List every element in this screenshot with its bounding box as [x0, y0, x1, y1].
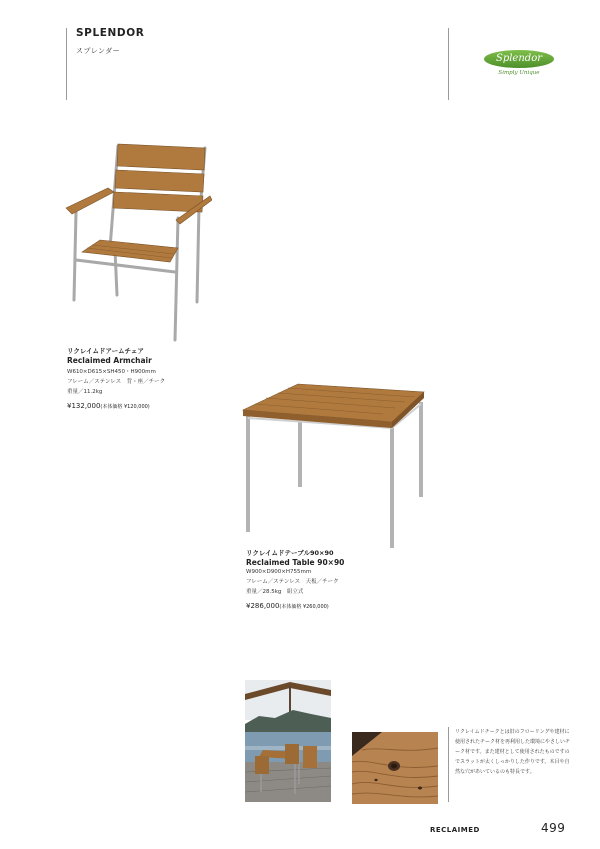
- product-table: [246, 548, 344, 610]
- scene-photo: [245, 680, 331, 802]
- product-name-ja: リクレイムドテーブル90×90: [246, 549, 334, 557]
- price-value: ¥132,000: [67, 402, 101, 410]
- product-weight: 重量／11.2kg: [67, 389, 103, 395]
- material-description: リクレイムドチークとは旧のフローリングや建材に使用されたチーク材を再利用した環境にやさしいチーク材です。また建材として使用されたものですのでスラットが太くしっかりした作りです。木目や自然な穴があいているのも特長です。: [455, 729, 571, 775]
- brand-name-kana: スプレンダー: [76, 47, 121, 55]
- product-armchair: [67, 346, 165, 410]
- product-name-en: Reclaimed Table 90×90: [246, 558, 345, 567]
- logo-tagline: Simply Unique: [498, 70, 540, 76]
- armchair-image: [62, 140, 212, 345]
- product-name-ja: リクレイムドアームチェア: [67, 347, 144, 355]
- brand-logo: [484, 50, 558, 84]
- price-note: (本体価格 ¥120,000): [100, 404, 150, 410]
- product-weight: 重量／28.5kg 組立式: [246, 589, 304, 595]
- product-name-en: Reclaimed Armchair: [67, 356, 152, 365]
- header-left-rule: [66, 28, 67, 100]
- product-materials: フレーム／ステンレス 背・座／チーク: [67, 379, 166, 385]
- price-note: (本体価格 ¥260,000): [279, 604, 329, 610]
- product-price: [246, 602, 344, 610]
- wood-detail-photo: [352, 732, 438, 804]
- product-materials: フレーム／ステンレス 天板／チーク: [246, 579, 339, 585]
- product-price: [67, 402, 165, 410]
- price-value: ¥286,000: [246, 602, 280, 610]
- logo-wordmark: Splendor: [484, 50, 554, 68]
- description-rule: [448, 727, 449, 802]
- table-image: [240, 382, 430, 550]
- brand-name: SPLENDOR: [76, 27, 145, 39]
- page-number: 499: [541, 821, 566, 835]
- section-label: RECLAIMED: [430, 826, 480, 834]
- product-dimensions: W900×D900×H755mm: [246, 569, 312, 575]
- product-dimensions: W610×D615×SH450・H900mm: [67, 369, 156, 375]
- header-right-rule: [448, 28, 449, 100]
